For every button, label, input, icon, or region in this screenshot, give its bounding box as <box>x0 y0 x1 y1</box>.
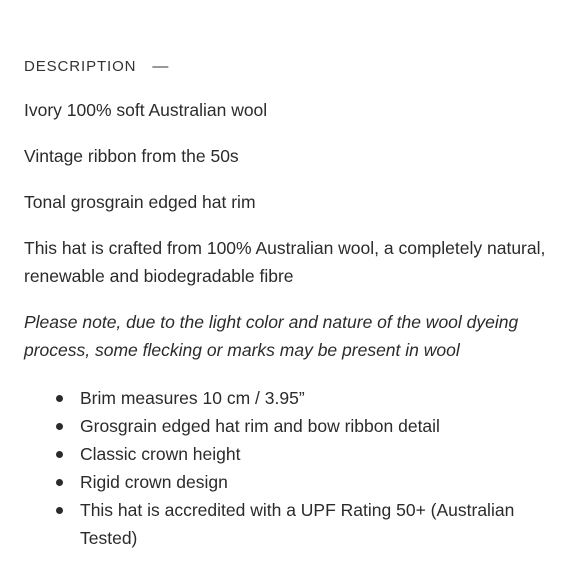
list-item <box>56 496 569 552</box>
list-item-text: Rigid crown design <box>80 472 228 492</box>
list-item-text: Brim measures 10 cm / 3.95” <box>80 388 305 408</box>
list-item-text: Classic crown height <box>80 444 241 464</box>
list-item <box>56 440 569 468</box>
description-paragraph: This hat is crafted from 100% Australian wool, a completely natural, renewable and biodegradable fibre <box>24 238 546 286</box>
list-item-text: This hat is accredited with a UPF Rating 50+ (Australian Tested) <box>80 500 515 548</box>
bullet-icon <box>56 451 63 458</box>
feature-list <box>24 384 569 552</box>
list-item <box>56 412 569 440</box>
bullet-icon <box>56 479 63 486</box>
list-item <box>56 468 569 496</box>
care-note: Please note, due to the light color and nature of the wool dyeing process, some flecking or marks may be present in wool <box>24 312 519 360</box>
accordion-title: DESCRIPTION <box>24 58 137 75</box>
description-accordion-header[interactable] <box>24 58 168 75</box>
bullet-icon <box>56 507 63 514</box>
description-line: Vintage ribbon from the 50s <box>24 146 239 166</box>
minus-icon[interactable]: — <box>152 57 169 75</box>
bullet-icon <box>56 395 63 402</box>
list-item-text: Grosgrain edged hat rim and bow ribbon detail <box>80 416 440 436</box>
bullet-icon <box>56 423 63 430</box>
description-line: Tonal grosgrain edged hat rim <box>24 192 256 212</box>
list-item <box>56 384 569 412</box>
description-line: Ivory 100% soft Australian wool <box>24 100 268 120</box>
description-content <box>24 96 569 552</box>
